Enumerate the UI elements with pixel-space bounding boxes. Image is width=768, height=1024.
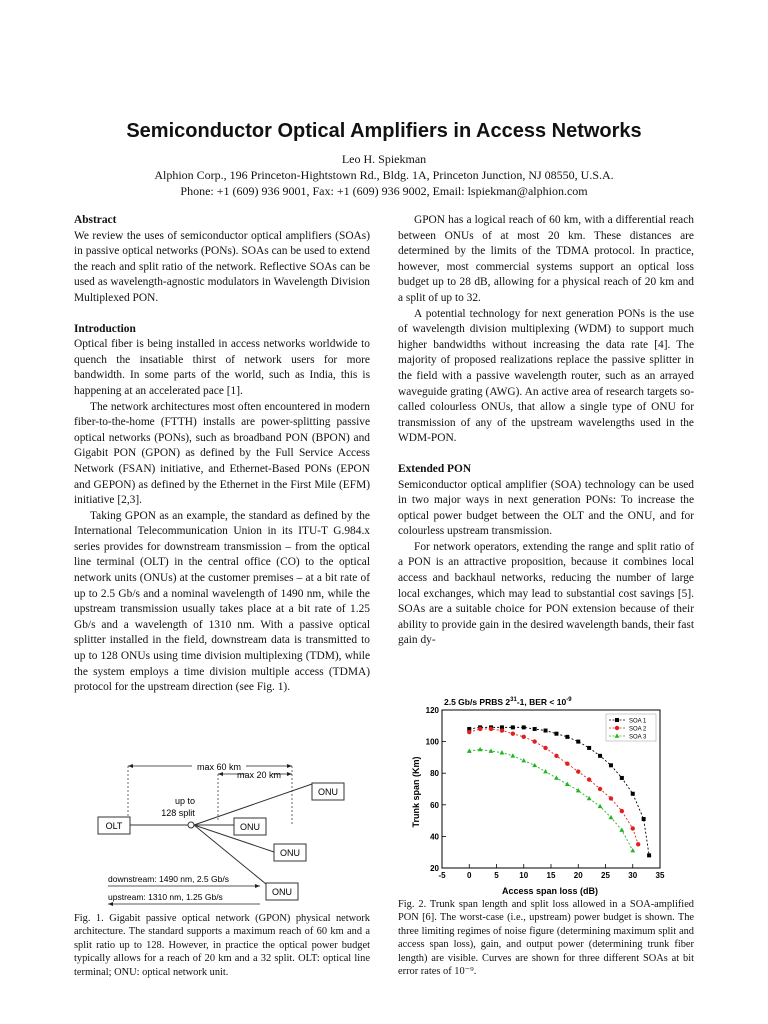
upto-label: up to [174,796,196,806]
x-tick-label: 30 [628,871,638,880]
x-tick-label: 0 [467,871,472,880]
legend-label: SOA 1 [629,718,647,725]
data-point-1 [598,754,602,758]
y-tick-label: 60 [430,800,439,810]
data-point-1 [620,776,624,780]
data-point-2 [598,787,602,791]
data-point-3 [521,758,526,762]
x-tick-label: 5 [494,871,499,880]
data-point-2 [587,777,591,781]
legend-label: SOA 3 [629,734,647,741]
data-point-3 [565,782,570,786]
data-point-1 [544,729,548,733]
y-tick-label: 20 [430,864,439,873]
x-tick-label: 35 [655,871,665,880]
chart-xlabel: Access span loss (dB) [501,886,599,896]
series-line-1 [469,727,649,855]
data-point-3 [619,827,624,831]
onu-label-2: ONU [240,822,260,832]
data-point-2 [636,842,640,846]
right-column [398,213,694,649]
splitter-node [188,822,194,828]
gpon-diagram [74,752,374,908]
data-point-1 [522,725,526,729]
data-point-2 [489,727,493,731]
y-tick-label: 80 [430,769,439,779]
data-point-1 [631,792,635,796]
introduction-heading: Introduction [74,322,136,335]
paper-title: Semiconductor Optical Amplifiers in Access Networks [126,120,642,142]
olt-label: OLT [105,821,123,831]
data-point-3 [587,796,592,800]
data-point-2 [554,754,558,758]
figure-1-caption: Fig. 1. Gigabit passive optical network (GPON) physical network architecture. The standard supports a maximum reach of 60 km and a split ratio up to 128. However, in practice the optical power budget typically allows for a reach of 20 km and a 32 split. OLT: optical line terminal; ONU: optical network unit. [74,913,370,978]
data-point-3 [532,763,537,767]
data-point-1 [533,727,537,731]
max-60km-label: max 60 km [196,762,242,772]
data-point-2 [522,735,526,739]
data-point-2 [511,732,515,736]
data-point-2 [609,796,613,800]
data-point-1 [642,817,646,821]
data-point-2 [620,809,624,813]
contact-info: Phone: +1 (609) 936 9001, Fax: +1 (609) 936 9002, Email: lspiekman@alphion.com [180,184,588,198]
operators-paragraph: For network operators, extending the range and split ratio of a PON is an attractive proposition, because it combines local access and backhaul networks, reducing the number of large local exchanges, which may lead to substantial cost savings [5]. SOAs are a suitable choice for PON extension because of their ability to provide gain in the desired wavelength bands, their fast gain dy- [398,540,694,647]
data-point-1 [511,725,515,729]
chart-ylabel: Trunk span (Km) [411,756,421,828]
data-point-2 [478,727,482,731]
onu-label-1: ONU [318,787,338,797]
data-point-3 [554,775,559,779]
x-tick-label: 25 [601,871,610,880]
data-point-1 [576,740,580,744]
gpon-paragraph: GPON has a logical reach of 60 km, with a differential reach between ONUs of at most 20 km. These distances are determined by the limits of the TDMA protocol. In practice, however, most commercial systems support an optical loss budget up to 28 dB, allowing for a physical reach of 20 km and a split of up to 32. [398,214,694,304]
data-point-2 [532,739,536,743]
data-point-1 [647,853,651,857]
downstream-label: downstream: 1490 nm, 2.5 Gb/s [108,874,229,884]
data-point-2 [500,728,504,732]
data-point-2 [631,826,635,830]
data-point-3 [598,804,603,808]
legend-marker [615,726,619,730]
soa-paragraph: Semiconductor optical amplifier (SOA) technology can be used in two major ways in next generation PONs: To increase the optical power budget between the OLT and the ONU, and for colourless upstream transmission. [398,478,694,538]
data-point-2 [565,762,569,766]
data-point-1 [609,763,613,767]
series-line-3 [469,750,633,851]
extended-pon-heading: Extended PON [398,462,472,475]
figure-2-caption: Fig. 2. Trunk span length and split loss allowed in a SOA-amplified PON [6]. The worst-case (i.e., upstream) power budget is shown. The three limiting regimes of noise figure (determining maximum split and access span loss), gain, and output power (determining trunk fiber length) are visible. Curves are shown for three different SOAs at bit error rates of 10⁻⁹. [398,899,694,978]
data-point-3 [630,848,635,852]
trunk-span-chart [400,692,700,898]
split-label: 128 split [161,808,195,818]
legend-label: SOA 2 [629,726,647,733]
data-point-3 [510,753,515,757]
y-tick-label: 100 [425,737,439,747]
max-20km-label: max 20 km [236,770,282,780]
author: Leo H. Spiekman [341,152,427,166]
intro-paragraph-2: The network architectures most often encountered in modern fiber-to-the-home (FTTH) installs are power-splitting passive optical networks (PONs), such as broadband PON (BPON) and Gigabit PON (GPON) as defined by the Full Service Access Network (FSAN) initiative, and Ethernet-Based PONs (EPON and GEPON) as defined by the Ethernet in the First Mile (EFM) initiative [2,3]. [74,400,370,507]
upstream-label: upstream: 1310 nm, 1.25 Gb/s [108,892,223,902]
data-point-1 [554,732,558,736]
data-point-3 [478,747,483,751]
wdm-paragraph: A potential technology for next generation PONs is the use of wavelength division multiplexing (WDM) to support much higher bandwidths without increasing the data rate [4]. The majority of proposed realizations replace the passive splitter in the field with a passive wavelength router, such as an arrayed waveguide grating (AWG). An active area of research targets so-called colourless ONUs, that allow a single type of ONU for transmission of any of the upstream wavelengths used in the WDM-PON. [398,307,694,445]
data-point-1 [565,735,569,739]
x-tick-label: 10 [519,871,529,880]
data-point-3 [500,750,505,754]
data-point-3 [609,815,614,819]
left-column [74,213,370,696]
data-point-2 [543,746,547,750]
affiliation: Alphion Corp., 196 Princeton-Hightstown Rd., Bldg. 1A, Princeton Junction, NJ 08550, U.S.A. [154,168,614,182]
intro-paragraph-1: Optical fiber is being installed in access networks worldwide to quench the insatiable thirst of network users for more bandwidth. In some parts of the world, such as India, this is happening at an accelerated pace [1]. [74,338,370,397]
data-point-2 [576,769,580,773]
x-tick-label: 15 [546,871,556,880]
data-point-2 [467,730,471,734]
intro-paragraph-3: Taking GPON as an example, the standard as defined by the International Telecommunication Union in its ITU-T G.984.x series provides for downstream transmission – from the optical line terminal (OLT) in the central office (CO) to the optical network units (ONUs) at the customer premises – at a bit rate of up to 2.5 Gb/s and a nominal wavelength of 1490 nm, while the upstream transmission usually takes place at a bit rate of 1.25 Gb/s and a wavelength of 1310 nm. With a passive optical splitter installed in the field, downstream data is transmitted to up to 128 ONUs using time division multiplexing (TDM), while the system employs a time division multiple access (TDMA) protocol for the upstream direction (see Fig. 1). [74,509,370,694]
data-point-3 [543,769,548,773]
x-tick-label: 20 [573,871,583,880]
series-line-2 [469,729,638,844]
data-point-1 [587,746,591,750]
legend-marker [615,718,619,722]
data-point-3 [576,788,581,792]
x-tick-label: -5 [438,871,446,880]
y-tick-label: 40 [430,832,439,842]
onu-label-3: ONU [280,848,300,858]
onu-label-4: ONU [272,887,292,897]
y-tick-label: 120 [425,706,439,715]
abstract-heading: Abstract [74,214,117,226]
chart-title: 2.5 Gb/s PRBS $2^{31}-1$, BER < $10^{-9}$ [444,697,572,707]
abstract-text: We review the uses of semiconductor optical amplifiers (SOAs) in passive optical networks (PONs). SOAs can be used to extend the reach and split ratio of the network. Reflective SOAs can be used as wavelength-agnostic modulators in Wavelength Division Multiplexed PON. [74,229,370,304]
